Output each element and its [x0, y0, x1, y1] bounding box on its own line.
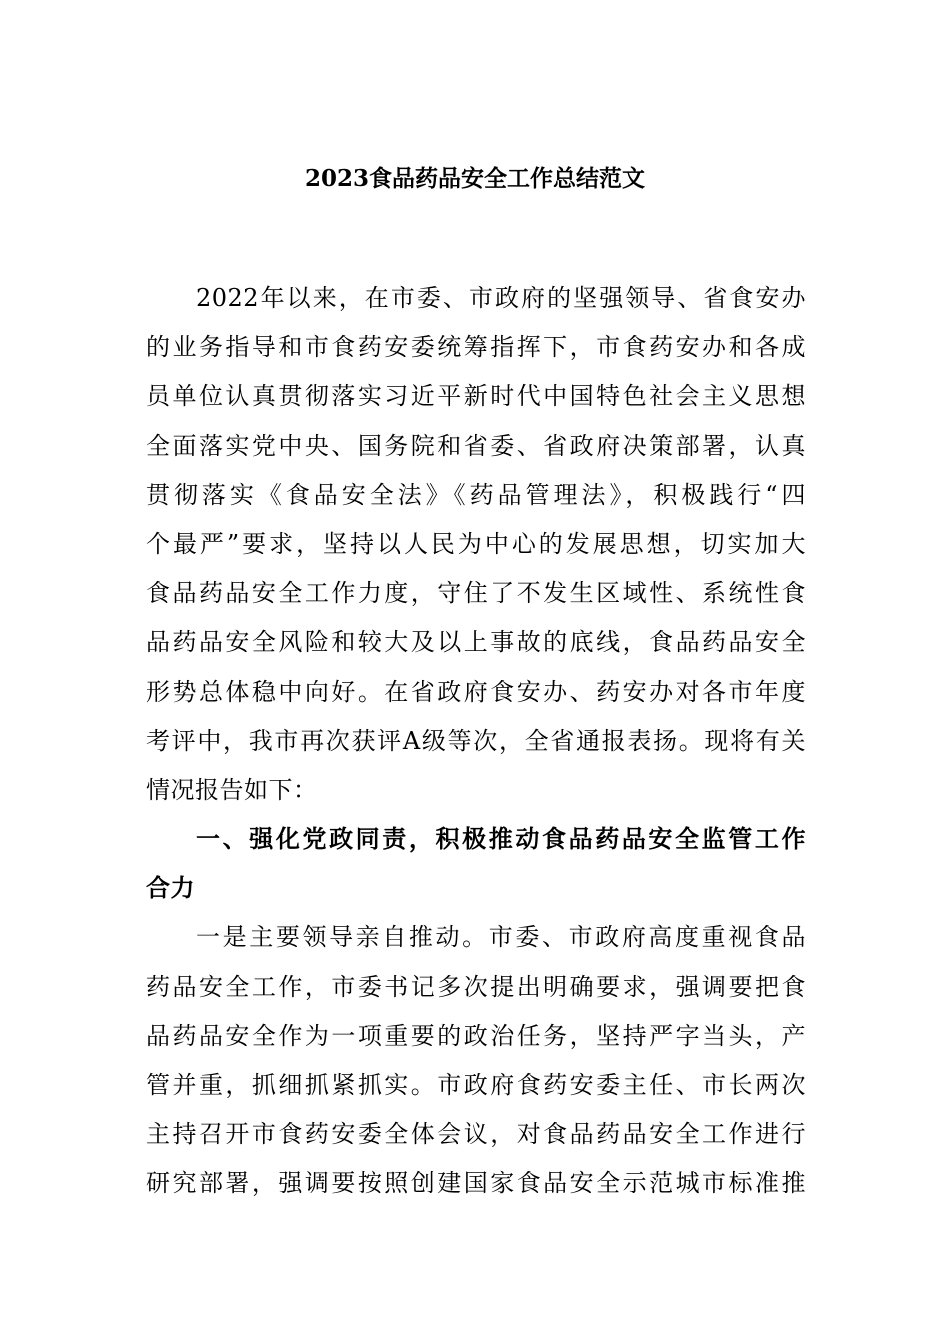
intro-line: 个最严”要求，坚持以人民为中心的发展思想，切实加大 — [146, 529, 806, 558]
section-heading: 合力 — [146, 874, 195, 903]
intro-line: 2022年以来，在市委、市政府的坚强领导、省食安办 — [196, 284, 806, 312]
intro-line: 情况报告如下： — [146, 775, 318, 804]
section-line: 管并重，抓细抓紧抓实。市政府食药安委主任、市长两次 — [146, 1071, 806, 1099]
section-line: 主持召开市食药安委全体会议，对食品药品安全工作进行 — [146, 1120, 806, 1149]
intro-line: 形势总体稳中向好。在省政府食安办、药安办对各市年度 — [146, 677, 806, 706]
intro-line: 食品药品安全工作力度，守住了不发生区域性、系统性食 — [146, 579, 806, 608]
intro-line: 品药品安全风险和较大及以上事故的底线，食品药品安全 — [146, 628, 806, 657]
document-body — [146, 274, 806, 1209]
section-line: 品药品安全作为一项重要的政治任务，坚持严字当头，产 — [146, 1021, 806, 1050]
section-line: 药品安全工作，市委书记多次提出明确要求，强调要把食 — [146, 972, 806, 1001]
section-line: 一是主要领导亲自推动。市委、市政府高度重视食品 — [196, 923, 806, 952]
intro-line: 的业务指导和市食药安委统筹指挥下，市食药安办和各成 — [146, 333, 806, 362]
intro-line: 考评中，我市再次获评A级等次，全省通报表扬。现将有关 — [146, 726, 806, 755]
intro-line: 贯彻落实《食品安全法》《药品管理法》，积极践行“四 — [146, 480, 806, 509]
section-line: 研究部署，强调要按照创建国家食品安全示范城市标准推 — [146, 1169, 806, 1198]
intro-line: 员单位认真贯彻落实习近平新时代中国特色社会主义思想 — [146, 382, 806, 411]
section-heading: 一、强化党政同责，积极推动食品药品安全监管工作 — [196, 825, 806, 854]
intro-line: 全面落实党中央、国务院和省委、省政府决策部署，认真 — [146, 431, 806, 460]
document-title: 2023食品药品安全工作总结范文 — [304, 165, 645, 192]
